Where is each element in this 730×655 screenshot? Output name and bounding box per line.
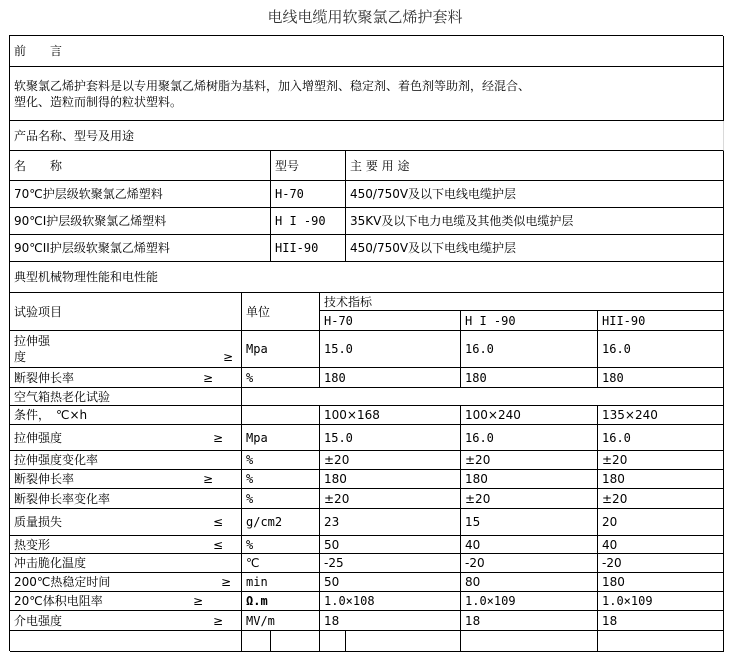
aging-row-3-value-1: 180 <box>320 470 461 489</box>
products-header-use: 主 要 用 途 <box>346 151 724 181</box>
property-item-label: 20℃体积电阻率 <box>14 594 103 608</box>
aging-row-2-unit: % <box>242 451 320 470</box>
other-row-4-value-3: 180 <box>598 573 724 592</box>
other-row-4-item <box>10 573 242 592</box>
product-row-3-name: 90℃II护层级软聚氯乙烯塑料 <box>10 235 271 262</box>
aging-row-3-value-2: 180 <box>461 470 598 489</box>
empty-cell <box>271 631 320 652</box>
product-row-2-name: 90℃I护层级软聚氯乙烯塑料 <box>10 208 271 235</box>
product-row-3-model: HII-90 <box>271 235 346 262</box>
empty-cell <box>346 631 461 652</box>
other-row-1-value-1: 23 <box>320 509 461 536</box>
aging-row-2-value-3: ±20 <box>598 451 724 470</box>
greater-equal-symbol: ≥ <box>222 350 233 364</box>
other-row-6-value-1: 18 <box>320 611 461 631</box>
other-row-6-unit: MV/m <box>242 611 320 631</box>
aging-row-1-value-1: 15.0 <box>320 425 461 451</box>
other-row-5-value-1: 1.0×108 <box>320 592 461 611</box>
document-title: 电线电缆用软聚氯乙烯护套料 <box>267 8 463 26</box>
aging-row-2-value-1: ±20 <box>320 451 461 470</box>
aging-row-3-value-3: 180 <box>598 470 724 489</box>
empty-cell <box>461 631 598 652</box>
product-row-2-use: 35KV及以下电力电缆及其他类似电缆护层 <box>346 208 724 235</box>
product-row-1-name: 70℃护层级软聚氯乙烯塑料 <box>10 181 271 208</box>
other-row-2-value-1: 50 <box>320 536 461 554</box>
aging-row-2-value-2: ±20 <box>461 451 598 470</box>
property-row-elongation-value-1: 180 <box>320 368 461 388</box>
property-item-line-2: 度 <box>14 350 27 364</box>
aging-row-4-value-3: ±20 <box>598 489 724 509</box>
property-item-line-1: 拉伸强 <box>14 334 51 348</box>
property-row-tensile-value-2: 16.0 <box>461 331 598 368</box>
product-row-2-model: H I -90 <box>271 208 346 235</box>
greater-equal-symbol: ≥ <box>220 575 231 589</box>
property-item-label: 200℃热稳定时间 <box>14 575 111 589</box>
aging-title-empty <box>242 388 724 406</box>
greater-equal-symbol: ≥ <box>202 472 213 486</box>
products-header-model: 型号 <box>271 151 346 181</box>
properties-header-unit: 单位 <box>242 293 320 331</box>
other-row-1-value-3: 20 <box>598 509 724 536</box>
products-header-name: 名 称 <box>10 151 271 181</box>
preface-text <box>10 67 724 121</box>
other-row-1-value-2: 15 <box>461 509 598 536</box>
product-row-1-use: 450/750V及以下电线电缆护层 <box>346 181 724 208</box>
aging-condition-label: 条件， ℃×h <box>10 406 242 425</box>
greater-equal-symbol: ≥ <box>202 370 213 385</box>
aging-row-1-unit: Mpa <box>242 425 320 451</box>
aging-row-4-item: 断裂伸长率变化率 <box>10 489 242 509</box>
properties-header-item: 试验项目 <box>10 293 242 331</box>
property-item-label: 断裂伸长率 <box>14 370 75 385</box>
other-row-3-value-1: -25 <box>320 554 461 573</box>
property-row-elongation-value-2: 180 <box>461 368 598 388</box>
empty-cell <box>242 631 271 652</box>
other-row-4-unit: min <box>242 573 320 592</box>
aging-condition-value-3: 135×240 <box>598 406 724 425</box>
preface-text-line-1: 软聚氯乙烯护套料是以专用聚氯乙烯树脂为基料，加入增塑剂、稳定剂、着色剂等助剂，经混合、 <box>14 78 531 93</box>
product-row-3-use: 450/750V及以下电线电缆护层 <box>346 235 724 262</box>
empty-cell <box>598 631 724 652</box>
less-equal-symbol: ≤ <box>212 515 223 529</box>
property-row-elongation-item <box>10 368 242 388</box>
product-row-1-model: H-70 <box>271 181 346 208</box>
aging-row-3-unit: % <box>242 470 320 489</box>
aging-row-1-item <box>10 425 242 451</box>
property-row-tensile-value-1: 15.0 <box>320 331 461 368</box>
aging-row-1-value-2: 16.0 <box>461 425 598 451</box>
empty-cell <box>10 631 242 652</box>
aging-condition-value-2: 100×240 <box>461 406 598 425</box>
other-row-1-item <box>10 509 242 536</box>
other-row-3-value-3: -20 <box>598 554 724 573</box>
property-item-label: 拉伸强度 <box>14 430 63 445</box>
property-row-tensile-item <box>10 331 242 368</box>
preface-heading: 前 言 <box>10 36 724 67</box>
other-row-5-value-3: 1.0×109 <box>598 592 724 611</box>
aging-title: 空气箱热老化试验 <box>10 388 242 406</box>
properties-header-model-2: H I -90 <box>461 311 598 331</box>
other-row-6-value-3: 18 <box>598 611 724 631</box>
spec-table <box>9 35 723 651</box>
other-row-3-value-2: -20 <box>461 554 598 573</box>
products-section-title: 产品名称、型号及用途 <box>10 121 724 151</box>
other-row-4-value-1: 50 <box>320 573 461 592</box>
property-item-label: 质量损失 <box>14 515 63 529</box>
other-row-3-item: 冲击脆化温度 <box>10 554 242 573</box>
aging-condition-unit <box>242 406 320 425</box>
other-row-2-value-2: 40 <box>461 536 598 554</box>
properties-section-title: 典型机械物理性能和电性能 <box>10 262 724 293</box>
other-row-3-unit: ℃ <box>242 554 320 573</box>
property-item-label: 热变形 <box>14 537 51 552</box>
greater-equal-symbol: ≥ <box>192 594 203 608</box>
property-item-label: 介电强度 <box>14 613 63 628</box>
aging-row-4-unit: % <box>242 489 320 509</box>
aging-row-4-value-1: ±20 <box>320 489 461 509</box>
other-row-4-value-2: 80 <box>461 573 598 592</box>
aging-row-1-value-3: 16.0 <box>598 425 724 451</box>
other-row-6-value-2: 18 <box>461 611 598 631</box>
property-row-tensile-value-3: 16.0 <box>598 331 724 368</box>
aging-condition-value-1: 100×168 <box>320 406 461 425</box>
less-equal-symbol: ≤ <box>212 537 223 552</box>
property-item-label: 断裂伸长率 <box>14 472 75 486</box>
property-row-elongation-value-3: 180 <box>598 368 724 388</box>
other-row-5-value-2: 1.0×109 <box>461 592 598 611</box>
property-row-tensile-unit: Mpa <box>242 331 320 368</box>
aging-row-4-value-2: ±20 <box>461 489 598 509</box>
other-row-1-unit: g/cm2 <box>242 509 320 536</box>
aging-row-3-item <box>10 470 242 489</box>
other-row-5-item <box>10 592 242 611</box>
greater-equal-symbol: ≥ <box>212 430 223 445</box>
other-row-5-unit: Ω.m <box>242 592 320 611</box>
properties-header-spec: 技术指标 <box>320 293 724 311</box>
properties-header-model-3: HII-90 <box>598 311 724 331</box>
other-row-2-value-3: 40 <box>598 536 724 554</box>
empty-cell <box>320 631 346 652</box>
other-row-2-item <box>10 536 242 554</box>
other-row-6-item <box>10 611 242 631</box>
properties-header-model-1: H-70 <box>320 311 461 331</box>
other-row-2-unit: % <box>242 536 320 554</box>
preface-text-line-2: 塑化、造粒而制得的粒状塑料。 <box>14 94 183 109</box>
aging-row-2-item: 拉伸强度变化率 <box>10 451 242 470</box>
greater-equal-symbol: ≥ <box>212 613 223 628</box>
property-row-elongation-unit: % <box>242 368 320 388</box>
